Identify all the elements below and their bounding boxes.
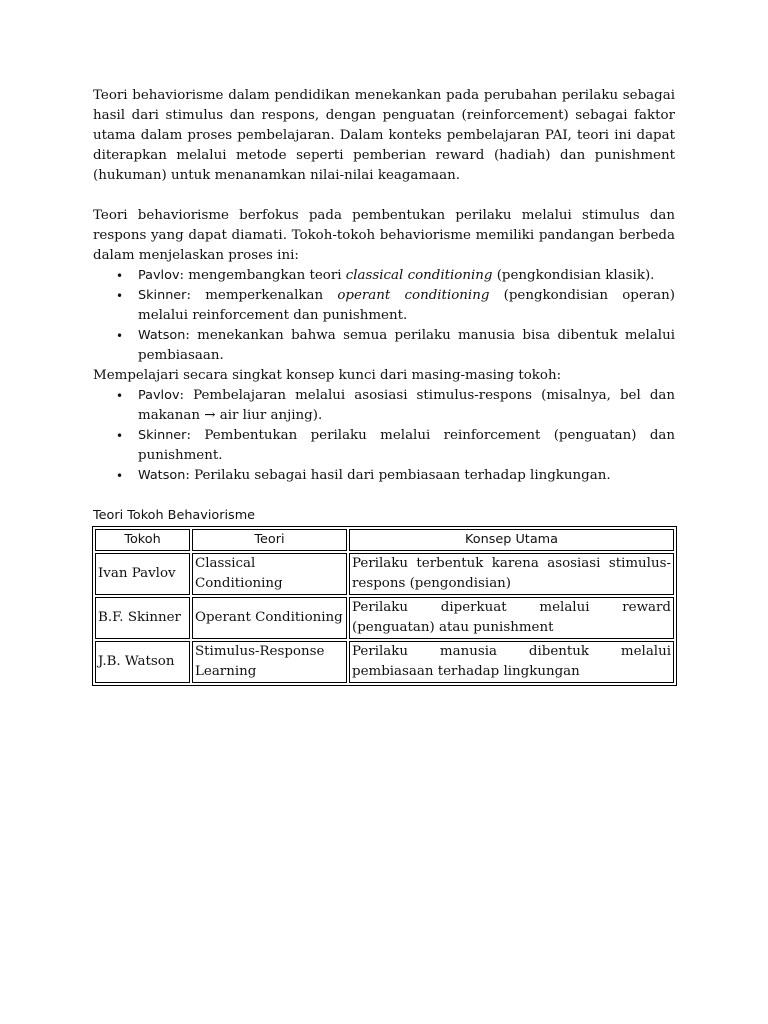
bullet-icon: • <box>116 469 124 483</box>
list-item <box>93 386 675 426</box>
bullet-icon: • <box>116 289 124 303</box>
figure-name: Pavlov <box>138 268 180 283</box>
list-text: : Pembentukan perilaku melalui reinforcement (penguatan) dan punishment. <box>138 428 675 463</box>
table-cell-teori: Stimulus-Response Learning <box>192 641 347 683</box>
table-cell-tokoh: B.F. Skinner <box>95 597 190 639</box>
table-row <box>95 597 674 639</box>
table-row <box>95 553 674 595</box>
list-text: : mengembangkan teori <box>179 268 346 283</box>
document-page <box>93 86 675 686</box>
bullet-icon: • <box>116 269 124 283</box>
table-header-row <box>95 529 674 551</box>
table-cell-tokoh: Ivan Pavlov <box>95 553 190 595</box>
column-header-konsep: Konsep Utama <box>349 529 674 551</box>
list-text: (pengkondisian klasik). <box>492 268 655 283</box>
table-cell-konsep: Perilaku manusia dibentuk melalui pembiasaan terhadap lingkungan <box>349 641 674 683</box>
list-item <box>93 286 675 326</box>
table-cell-tokoh: J.B. Watson <box>95 641 190 683</box>
behaviorism-table <box>92 526 677 686</box>
table-cell-teori: Classical Conditioning <box>192 553 347 595</box>
list-item <box>93 466 675 486</box>
concepts-list <box>93 386 675 486</box>
column-header-teori: Teori <box>192 529 347 551</box>
list-item <box>93 326 675 366</box>
bullet-icon: • <box>116 329 124 343</box>
list-text: : Perilaku sebagai hasil dari pembiasaan terhadap lingkungan. <box>185 468 611 483</box>
figure-name: Watson <box>138 468 186 483</box>
table-title: Teori Tokoh Behaviorisme <box>93 508 256 523</box>
figure-name: Skinner <box>138 288 187 303</box>
table-cell-konsep: Perilaku diperkuat melalui reward (penguatan) atau punishment <box>349 597 674 639</box>
table-row <box>95 641 674 683</box>
table-cell-teori: Operant Conditioning <box>192 597 347 639</box>
list-text: : menekankan bahwa semua perilaku manusia bisa dibentuk melalui pembiasaan. <box>138 328 675 363</box>
focus-paragraph: Teori behaviorisme berfokus pada pembentukan perilaku melalui stimulus dan respons yang dapat diamati. Tokoh-tokoh behaviorisme memiliki pandangan berbeda dalam menjelaskan proses ini: <box>93 208 675 263</box>
list-emphasis: operant conditioning <box>337 288 490 303</box>
paragraph-gap <box>93 186 675 206</box>
figure-name: Pavlov <box>138 388 180 403</box>
list-text: : Pembelajaran melalui asosiasi stimulus-respons (misalnya, bel dan makanan → air liur anjing). <box>138 388 675 423</box>
figure-name: Watson <box>138 328 186 343</box>
list-item <box>93 426 675 466</box>
bullet-icon: • <box>116 429 124 443</box>
table-cell-konsep: Perilaku terbentuk karena asosiasi stimulus-respons (pengondisian) <box>349 553 674 595</box>
concepts-paragraph: Mempelajari secara singkat konsep kunci dari masing-masing tokoh: <box>93 368 562 383</box>
list-item <box>93 266 675 286</box>
list-text: : memperkenalkan <box>186 288 338 303</box>
figure-name: Skinner <box>138 428 187 443</box>
figures-list <box>93 266 675 366</box>
intro-paragraph: Teori behaviorisme dalam pendidikan menekankan pada perubahan perilaku sebagai hasil dari stimulus dan respons, dengan penguatan (reinforcement) sebagai faktor utama dalam proses pembelajaran. Dalam konteks pembelajaran PAI, teori ini dapat diterapkan melalui metode seperti pemberian reward (hadiah) dan punishment (hukuman) untuk menanamkan nilai-nilai keagamaan. <box>93 88 675 183</box>
list-text: (pengkondisian operan) melalui reinforcement dan punishment. <box>138 288 675 323</box>
column-header-tokoh: Tokoh <box>95 529 190 551</box>
bullet-icon: • <box>116 389 124 403</box>
list-emphasis: classical conditioning <box>345 268 493 283</box>
